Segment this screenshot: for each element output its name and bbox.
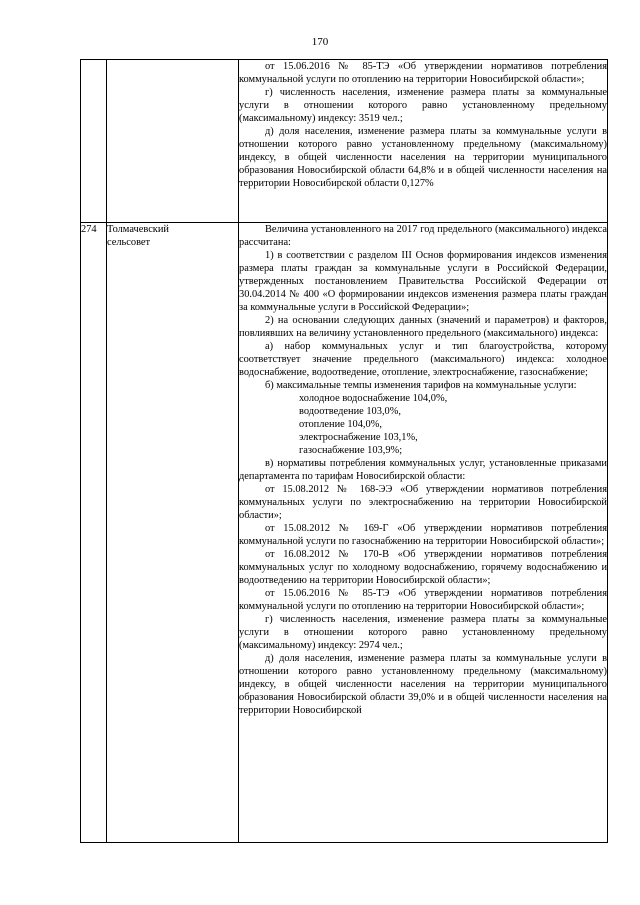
index-table (80, 59, 608, 843)
paragraph: д) доля населения, изменение размера платы за коммунальные услуги в отношении которого равно установленному предельному (максимальному) индексу, в общей численности населения на территории муниципального образования Новосибирской области 39,0% и в общей численности населения на территории Новосибирской (239, 653, 607, 716)
tariff-item: газоснабжение 103,9%; (299, 445, 403, 456)
paragraph: от 15.06.2016 № 85-ТЭ «Об утверждении нормативов потребления коммунальной услуги по отоплению на территории Новосибирской области»; (239, 588, 607, 612)
tariff-item: водоотведение 103,0%, (299, 406, 401, 417)
paragraph: от 15.06.2016 № 85-ТЭ «Об утверждении нормативов потребления коммунальной услуги по отоплению на территории Новосибирской области»; (239, 61, 607, 85)
tariff-item: электроснабжение 103,1%, (299, 432, 418, 443)
paragraph: в) нормативы потребления коммунальных услуг, установленные приказами департамента по тарифам Новосибирской области: (239, 458, 607, 482)
paragraph: 1) в соответствии с разделом III Основ формирования индексов изменения размера платы граждан за коммунальные услуги в Российской Федерации, утвержденных постановлением Правительства Российской Федерации от 30.04.2014 № 400 «О формировании индексов изменения размера платы граждан за коммунальные услуги в Российской Федерации»; (239, 250, 607, 313)
tariff-item: отопление 104,0%, (299, 419, 382, 430)
municipality-name-line: сельсовет (107, 237, 151, 248)
tariff-item: холодное водоснабжение 104,0%, (299, 393, 448, 404)
paragraph: б) максимальные темпы изменения тарифов на коммунальные услуги: (265, 380, 577, 391)
row-content (239, 60, 608, 223)
paragraph: от 15.08.2012 № 169-Г «Об утверждении нормативов потребления коммунальной услуги по газоснабжению на территории Новосибирской области»; (239, 523, 607, 547)
municipality-name (107, 223, 239, 843)
paragraph: г) численность населения, изменение размера платы за коммунальные услуги в отношении которого равно установленному предельному (максимальному) индексу: 2974 чел.; (239, 614, 607, 651)
paragraph: д) доля населения, изменение размера платы за коммунальные услуги в отношении которого равно установленному предельному (максимальному) индексу, в общей численности населения на территории муниципального образования Новосибирской области 64,8% и в общей численности населения на территории Новосибирской области 0,127% (239, 126, 607, 189)
row-number: 274 (81, 223, 107, 843)
table-row (81, 60, 608, 223)
paragraph: 2) на основании следующих данных (значений и параметров) и факторов, повлиявших на величину установленного предельного (максимального) индекса: (239, 315, 607, 339)
page-number: 170 (311, 36, 329, 48)
row-content (239, 223, 608, 843)
paragraph: Величина установленного на 2017 год предельного (максимального) индекса рассчитана: (239, 224, 607, 248)
row-number (81, 60, 107, 223)
paragraph: а) набор коммунальных услуг и тип благоустройства, которому соответствует значение предельного (максимального) индекса: холодное водоснабжение, водоотведение, отопление, электроснабжение, газоснабжение; (239, 341, 607, 378)
paragraph: г) численность населения, изменение размера платы за коммунальные услуги в отношении которого равно установленному предельному (максимальному) индексу: 3519 чел.; (239, 87, 607, 124)
paragraph: от 15.08.2012 № 168-ЭЭ «Об утверждении нормативов потребления коммунальных услуги по электроснабжению на территории Новосибирской области»; (239, 484, 607, 521)
paragraph: от 16.08.2012 № 170-В «Об утверждении нормативов потребления коммунальных услуг по холодному водоснабжению, горячему водоснабжению и водоотведению на территории Новосибирской области»; (239, 549, 607, 586)
municipality-name-line: Толмачевский (107, 224, 169, 235)
municipality-name (107, 60, 239, 223)
table-row (81, 223, 608, 843)
